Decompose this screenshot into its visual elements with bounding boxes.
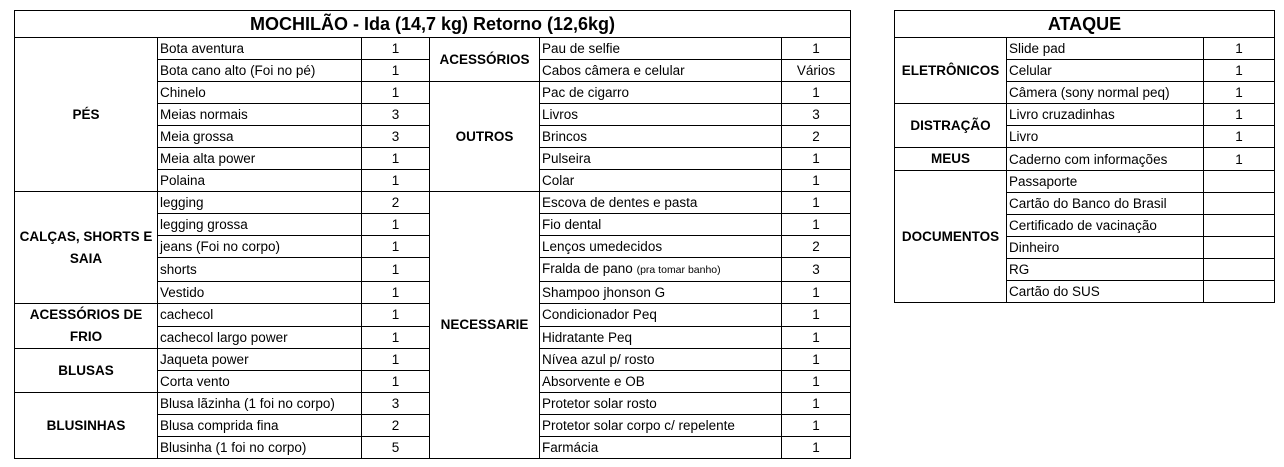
item-name — [540, 415, 782, 437]
item-name: Cartão do SUS — [1007, 281, 1204, 303]
category-label: NECESSARIE — [430, 192, 540, 459]
item-qty: 1 — [362, 170, 430, 192]
item-text: Condicionador Peq — [542, 307, 657, 323]
item-qty: 1 — [1204, 104, 1275, 126]
mochilao-title: MOCHILÃO - Ida (14,7 kg) Retorno (12,6kg) — [15, 11, 851, 38]
item-qty: 1 — [782, 82, 851, 104]
item-qty: 1 — [362, 60, 430, 82]
item-qty: 1 — [362, 148, 430, 170]
item-name: Cartão do Banco do Brasil — [1007, 193, 1204, 215]
item-name: Certificado de vacinação — [1007, 215, 1204, 237]
item-qty: 1 — [1204, 38, 1275, 60]
item-text: Shampoo jhonson G — [542, 285, 666, 300]
item-text: Blusa comprida fina — [160, 418, 279, 433]
item-name: Slide pad — [1007, 38, 1204, 60]
item-text: Meia grossa — [160, 129, 234, 144]
item-name — [158, 437, 362, 459]
category-label: ACESSÓRIOS — [430, 38, 540, 82]
item-name — [540, 437, 782, 459]
item-qty — [1204, 259, 1275, 281]
category-label: BLUSAS — [15, 349, 158, 393]
item-name — [540, 371, 782, 393]
table-row — [895, 148, 1275, 171]
item-qty: 1 — [362, 258, 430, 282]
item-text: Fralda de pano — [542, 261, 633, 276]
item-text: legging — [160, 195, 204, 210]
item-text: Pau de selfie — [542, 41, 621, 56]
category-label: BLUSINHAS — [15, 393, 158, 459]
item-name — [540, 236, 782, 258]
item-name: Dinheiro — [1007, 237, 1204, 259]
category-label: MEUS — [895, 148, 1007, 171]
item-name — [540, 148, 782, 170]
item-text: Protetor solar corpo c/ repelente — [542, 418, 735, 433]
item-qty: 1 — [782, 192, 851, 214]
item-text: Meias normais — [160, 107, 248, 122]
item-qty: 1 — [362, 326, 430, 349]
item-text: Hidratante Peq — [542, 329, 633, 345]
item-text: Absorvente e OB — [542, 374, 645, 389]
mochilao-table — [14, 10, 851, 459]
ataque-title: ATAQUE — [895, 11, 1275, 38]
item-qty: 1 — [362, 371, 430, 393]
category-label: PÉS — [15, 38, 158, 192]
item-name: RG — [1007, 259, 1204, 281]
item-name — [158, 304, 362, 327]
item-qty: 2 — [782, 236, 851, 258]
category-label: DISTRAÇÃO — [895, 104, 1007, 148]
item-text: Brincos — [542, 129, 588, 144]
item-qty: 1 — [782, 304, 851, 327]
item-qty: 1 — [782, 148, 851, 170]
category-label: CALÇAS, SHORTS E SAIA — [15, 192, 158, 304]
item-qty: 1 — [362, 304, 430, 327]
item-name — [158, 148, 362, 170]
item-name — [158, 258, 362, 282]
item-qty: 1 — [362, 38, 430, 60]
item-text: cachecol largo power — [160, 329, 288, 345]
item-name — [540, 38, 782, 60]
item-qty: 1 — [362, 236, 430, 258]
item-qty: 1 — [1204, 82, 1275, 104]
item-name: Livro cruzadinhas — [1007, 104, 1204, 126]
item-qty: 1 — [1204, 126, 1275, 148]
item-name — [158, 371, 362, 393]
item-text: cachecol — [160, 307, 214, 323]
item-qty: 1 — [782, 38, 851, 60]
item-text: Bota aventura — [160, 41, 245, 56]
item-name — [540, 214, 782, 236]
item-text: jeans (Foi no corpo) — [160, 239, 281, 254]
item-qty: 1 — [1204, 148, 1275, 171]
item-qty: 3 — [362, 393, 430, 415]
item-name — [158, 349, 362, 371]
item-text: Pulseira — [542, 151, 591, 166]
item-qty: 2 — [362, 192, 430, 214]
item-text: Livros — [542, 107, 579, 122]
item-text: Vestido — [160, 285, 205, 300]
category-label: DOCUMENTOS — [895, 171, 1007, 303]
item-text: shorts — [160, 262, 197, 277]
item-qty: 1 — [782, 393, 851, 415]
item-name — [540, 326, 782, 349]
category-label: ACESSÓRIOS DE FRIO — [15, 304, 158, 349]
item-name — [540, 170, 782, 192]
item-qty — [1204, 237, 1275, 259]
item-name — [158, 82, 362, 104]
item-name — [158, 415, 362, 437]
item-text: Protetor solar rosto — [542, 396, 657, 411]
table-row — [15, 192, 851, 214]
item-qty: 1 — [782, 349, 851, 371]
item-text: Bota cano alto (Foi no pé) — [160, 63, 316, 78]
item-qty: 1 — [782, 282, 851, 304]
item-qty: 1 — [782, 371, 851, 393]
item-text: Farmácia — [542, 440, 599, 455]
item-text: Pac de cigarro — [542, 85, 630, 100]
item-name — [540, 349, 782, 371]
item-name: Livro — [1007, 126, 1204, 148]
item-name — [158, 104, 362, 126]
item-qty: 5 — [362, 437, 430, 459]
item-name — [540, 104, 782, 126]
item-name — [158, 236, 362, 258]
item-name — [158, 326, 362, 349]
item-qty — [1204, 171, 1275, 193]
item-qty: 1 — [782, 415, 851, 437]
item-qty: 3 — [362, 126, 430, 148]
item-qty: 2 — [362, 415, 430, 437]
item-qty: 3 — [782, 104, 851, 126]
item-text: Escova de dentes e pasta — [542, 195, 698, 210]
item-name — [540, 60, 782, 82]
item-name — [540, 192, 782, 214]
item-name: Caderno com informações — [1007, 148, 1204, 171]
item-qty — [1204, 215, 1275, 237]
item-name — [540, 82, 782, 104]
item-text: Jaqueta power — [160, 352, 249, 367]
item-note: (pra tomar banho) — [636, 264, 721, 276]
item-text: Polaina — [160, 173, 206, 188]
item-text: Cabos câmera e celular — [542, 63, 685, 78]
item-qty — [1204, 281, 1275, 303]
item-name — [540, 393, 782, 415]
item-qty: 1 — [362, 214, 430, 236]
item-text: Fio dental — [542, 217, 602, 232]
item-text: Nívea azul p/ rosto — [542, 352, 655, 367]
item-text: Chinelo — [160, 85, 206, 100]
table-row — [15, 38, 851, 60]
item-name — [158, 192, 362, 214]
item-qty: 1 — [782, 437, 851, 459]
item-qty: 1 — [782, 326, 851, 349]
item-name — [158, 214, 362, 236]
item-name — [540, 126, 782, 148]
item-text: legging grossa — [160, 217, 248, 232]
item-text: Lenços umedecidos — [542, 239, 663, 254]
item-text: Blusa lãzinha (1 foi no corpo) — [160, 396, 335, 411]
item-text: Corta vento — [160, 374, 230, 389]
item-name — [158, 393, 362, 415]
item-name — [158, 38, 362, 60]
item-text: Colar — [542, 173, 575, 188]
item-qty: 1 — [362, 82, 430, 104]
item-name — [540, 258, 782, 282]
item-qty: 1 — [782, 214, 851, 236]
table-row — [895, 171, 1275, 193]
item-qty: 1 — [362, 282, 430, 304]
item-name — [540, 282, 782, 304]
item-text: Blusinha (1 foi no corpo) — [160, 440, 307, 455]
item-name — [158, 170, 362, 192]
item-name: Passaporte — [1007, 171, 1204, 193]
item-name — [158, 126, 362, 148]
ataque-table — [894, 10, 1275, 303]
category-label: OUTROS — [430, 82, 540, 192]
item-qty: 3 — [782, 258, 851, 282]
item-qty: Vários — [782, 60, 851, 82]
item-qty: 1 — [362, 349, 430, 371]
item-name — [540, 304, 782, 327]
table-row — [895, 104, 1275, 126]
item-qty: 1 — [1204, 60, 1275, 82]
item-qty: 1 — [782, 170, 851, 192]
item-name — [158, 60, 362, 82]
item-name — [158, 282, 362, 304]
item-text: Meia alta power — [160, 151, 256, 166]
item-qty: 2 — [782, 126, 851, 148]
table-row — [895, 38, 1275, 60]
item-qty: 3 — [362, 104, 430, 126]
item-qty — [1204, 193, 1275, 215]
item-name: Câmera (sony normal peq) — [1007, 82, 1204, 104]
category-label: ELETRÔNICOS — [895, 38, 1007, 104]
item-name: Celular — [1007, 60, 1204, 82]
